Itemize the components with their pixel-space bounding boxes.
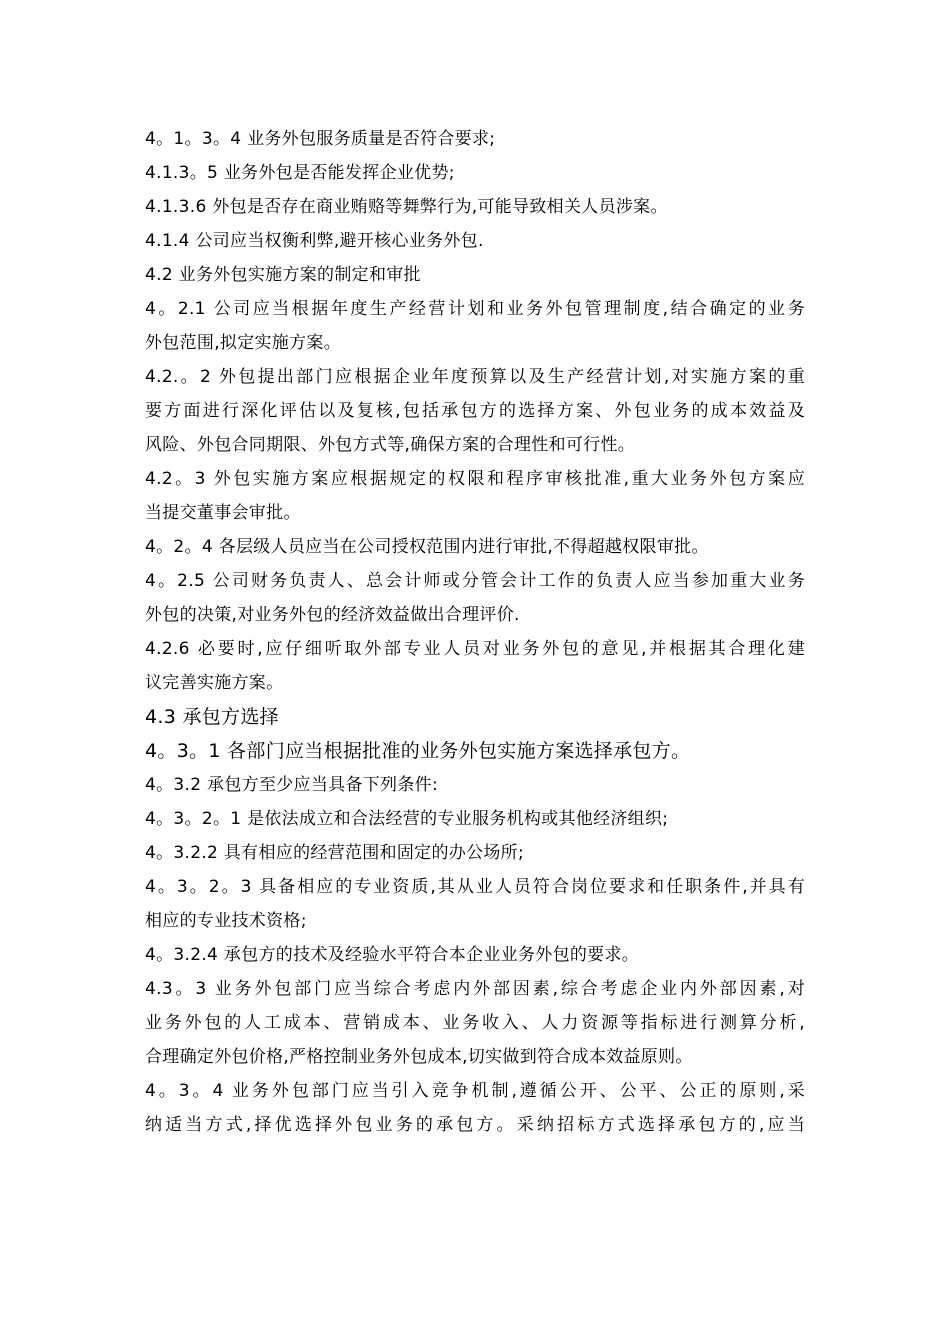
text-line-4-1-4: 4.1.4 公司应当权衡利弊,避开核心业务外包. — [145, 231, 484, 251]
text-line-4-3-3: 4.3。3 业务外包部门应当综合考虑内外部因素,综合考虑企业内外部因素,对 — [145, 979, 805, 999]
text-line-4-3-2-3-cont: 相应的专业技术资格; — [145, 911, 307, 931]
text-line-4-3-3-cont-2: 合理确定外包价格,严格控制业务外包成本,切实做到符合成本效益原则。 — [145, 1047, 693, 1067]
text-line-4-2-2-cont-2: 风险、外包合同期限、外包方式等,确保方案的合理性和可行性。 — [145, 435, 636, 455]
text-line-4-1-3-4: 4。1。3。4 业务外包服务质量是否符合要求; — [145, 129, 496, 149]
text-line-4-2-1-cont: 外包范围,拟定实施方案。 — [145, 333, 342, 353]
document-body — [145, 122, 805, 1142]
text-line-4-2-1: 4。2.1 公司应当根据年度生产经营计划和业务外包管理制度,结合确定的业务 — [145, 299, 805, 319]
text-line-4-2-6: 4.2.6 必要时,应仔细听取外部专业人员对业务外包的意见,并根据其合理化建 — [145, 639, 805, 659]
text-line-4-3-4-cont: 纳适当方式,择优选择外包业务的承包方。采纳招标方式选择承包方的,应当 — [145, 1115, 805, 1135]
text-line-4-3-2-1: 4。3。2。1 是依法成立和合法经营的专业服务机构或其他经济组织; — [145, 809, 669, 829]
text-line-4-2-3-cont: 当提交董事会审批。 — [145, 503, 301, 523]
text-line-4-2-3: 4.2。3 外包实施方案应根据规定的权限和程序审核批准,重大业务外包方案应 — [145, 469, 805, 489]
text-line-4-2-6-cont: 议完善实施方案。 — [145, 673, 284, 693]
text-line-4-3-4: 4。3。4 业务外包部门应当引入竞争机制,遵循公开、公平、公正的原则,采 — [145, 1081, 805, 1101]
text-line-4-2-5: 4。2.5 公司财务负责人、总会计师或分管会计工作的负责人应当参加重大业务 — [145, 571, 805, 591]
text-line-4-1-3-5: 4.1.3。5 业务外包是否能发挥企业优势; — [145, 163, 455, 183]
text-line-4-3-2-4: 4。3.2.4 承包方的技术及经验水平符合本企业业务外包的要求。 — [145, 945, 640, 965]
text-line-4-2-2: 4.2.。2 外包提出部门应根据企业年度预算以及生产经营计划,对实施方案的重 — [145, 367, 805, 387]
text-line-4-3-2: 4。3.2 承包方至少应当具备下列条件: — [145, 775, 438, 795]
text-line-4-1-3-6: 4.1.3.6 外包是否存在商业贿赂等舞弊行为,可能导致相关人员涉案。 — [145, 197, 668, 217]
text-line-4-3-3-cont-1: 业务外包的人工成本、营销成本、业务收入、人力资源等指标进行测算分析, — [145, 1013, 805, 1033]
text-line-4-3-2-2: 4。3.2.2 具有相应的经营范围和固定的办公场所; — [145, 843, 525, 863]
section-heading-4-3: 4.3 承包方选择 — [145, 706, 279, 728]
text-line-4-2-2-cont-1: 要方面进行深化评估以及复核,包括承包方的选择方案、外包业务的成本效益及 — [145, 401, 805, 421]
text-line-4-3-1: 4。3。1 各部门应当根据批准的业务外包实施方案选择承包方。 — [145, 740, 691, 762]
section-heading-4-2: 4.2 业务外包实施方案的制定和审批 — [145, 265, 421, 285]
text-line-4-2-5-cont: 外包的决策,对业务外包的经济效益做出合理评价. — [145, 605, 520, 625]
text-line-4-2-4: 4。2。4 各层级人员应当在公司授权范围内进行审批,不得超越权限审批。 — [145, 537, 709, 557]
text-line-4-3-2-3: 4。3。2。3 具备相应的专业资质,其从业人员符合岗位要求和任职条件,并具有 — [145, 877, 805, 897]
